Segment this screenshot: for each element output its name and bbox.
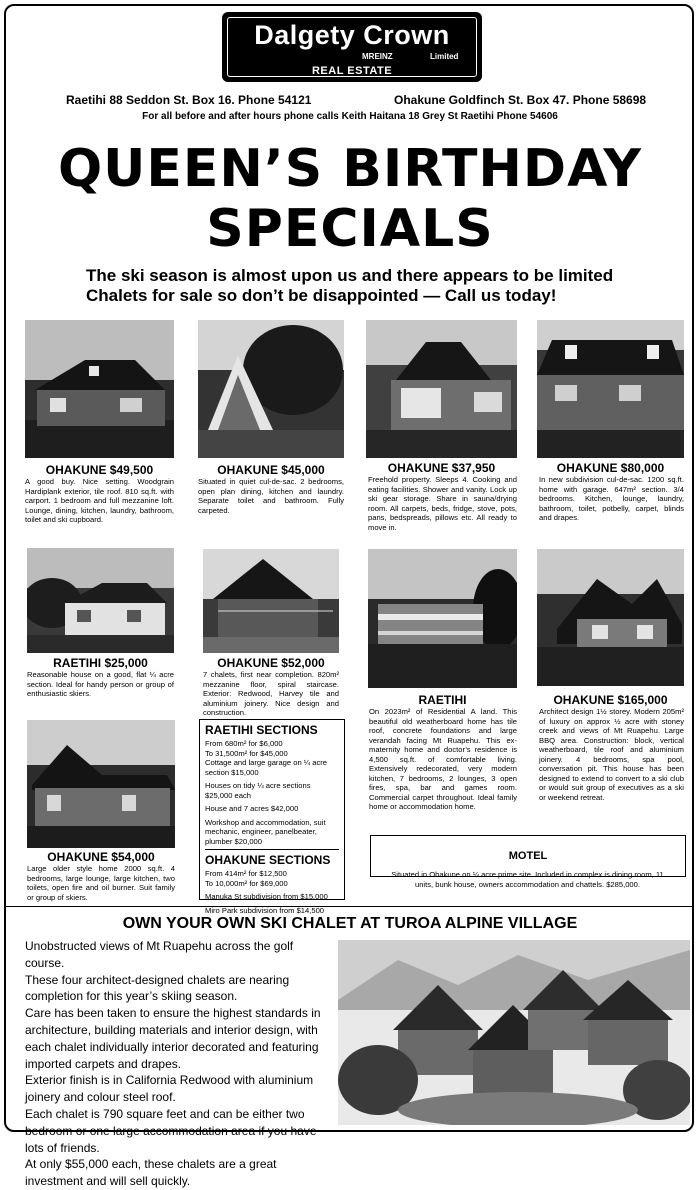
listing-title-6: OHAKUNE $52,000 [217, 656, 325, 670]
listing-photo-9 [27, 720, 175, 848]
raetihi-sections-line: Workshop and accommodation, suit mechanic, engineer, panelbeater, plumber $20,000 [205, 817, 326, 846]
sections-divider [205, 849, 339, 850]
listing-desc-8: Architect design 1½ storey. Modern 205m² of luxury on approx ½ acre with stoney creek and views of Mt Ruapehu. Large BBQ area. Construction: block, vertical weatherboard, tile roof and aluminium joinery. 4 bedrooms, spa pool, conversation pit. This house has been designed to extend to convert to a ski club or would suit group of executives as a ski or weekend retreat. [539, 707, 684, 802]
chalet-sketch-illustration [338, 940, 690, 1125]
headline-line-2: SPECIALS [206, 199, 494, 259]
listing-photo-3 [366, 320, 517, 458]
listing-photo-1 [25, 320, 174, 458]
turoa-title: OWN YOUR OWN SKI CHALET AT TUROA ALPINE VILLAGE [122, 915, 578, 932]
turoa-description [25, 938, 330, 1190]
listing-desc-7: On 2023m² of Residential A land. This beautiful old weatherboard home has tile roof, concrete foundations and large verandah facing Mt Ruapehu. This ex-maternity home and doctor’s residence is 4,500 sq.ft. of comfortable living. Extensively redecorated, very modern kitchen, 7 bedrooms, 2 lounges, 3 open fires, spa, bar and games room. Commercial carpet throughout. Ideal family home or accommodation home. [369, 707, 517, 811]
turoa-paragraph: Care has been taken to ensure the highest standards in architecture, building materials and interior design, with each chalet individually interior decorated and featuring imported carpets and drapes. [25, 1006, 321, 1071]
motel-description: Situated in Ohakune on ¼ acre prime site. Included in complex is dining room, 11 units, bunk house, owners accommodation and chattels. $285,000. [391, 870, 664, 889]
raetihi-sections-line: House and 7 acres $42,000 [205, 804, 299, 813]
listing-desc-3: Freehold property. Sleeps 4. Cooking and eating facilities. Shower and vanity. Lock up ski gear storage. Share in sauna/drying room. All carpets, beds, fridge, stove, pots, pans, bedspreads, pillows etc. All ready to move in. [368, 475, 517, 532]
listing-photo-7 [368, 549, 517, 688]
ohakune-sections-line: To 10,000m² for $69,000 [205, 878, 288, 888]
listing-desc-9: Large older style home 2000 sq.ft. 4 bedrooms, large lounge, large kitchen, two toilets, open fire and oil burner. Suit family or group of skiers. [27, 864, 175, 902]
turoa-paragraph: These four architect-designed chalets are nearing completion for this year’s skiing season. [25, 972, 290, 1004]
listing-photo-8 [537, 549, 684, 686]
listing-photo-5 [27, 548, 174, 653]
dalgety-crown-logo [222, 12, 482, 82]
listing-title-2: OHAKUNE $45,000 [217, 463, 325, 477]
logo-limited: Limited [430, 52, 459, 61]
turoa-paragraph: Each chalet is 790 square feet and can be either two bedroom or one large accommodation area if you have lots of friends. [25, 1106, 317, 1155]
after-hours-contact: For all before and after hours phone calls Keith Haitana 18 Grey St Raetihi Phone 54606 [142, 111, 558, 122]
intro-text: The ski season is almost upon us and there appears to be limited Chalets for sale so don’t be disappointed — Call us today! [86, 266, 614, 305]
raetihi-sections-line: Houses on tidy ¼ acre sections $25,000 each [205, 781, 311, 800]
listing-title-7: RAETIHI [418, 693, 467, 707]
headline-line-1: QUEEN’S BIRTHDAY [57, 139, 643, 199]
listing-title-3: OHAKUNE $37,950 [387, 461, 496, 475]
sections-box [199, 719, 345, 915]
listing-desc-4: In new subdivision cul-de-sac. 1200 sq.ft. home with garage. 647m² section. 3/4 bedrooms. Kitchen, lounge, laundry, bathroom, toilet, potbelly, carpet, blinds and drapes. [539, 475, 684, 522]
ohakune-office-address: Ohakune Goldfinch St. Box 47. Phone 58698 [394, 93, 647, 107]
listing-photo-6 [203, 549, 339, 653]
listing-desc-5: Reasonable house on a good, flat ¼ acre section. Ideal for handy person or group of enthusiastic skiers. [27, 670, 174, 698]
logo-tagline: REAL ESTATE [311, 65, 393, 77]
turoa-paragraph: Unobstructed views of Mt Ruapehu across the golf course. [25, 939, 294, 970]
logo-name: Dalgety Crown [254, 20, 450, 50]
logo-mreinz: MREINZ [362, 52, 393, 61]
listing-desc-1: A good buy. Nice setting. Woodgrain Hardiplank exterior, tile roof. 810 sq.ft. with carport. 1 bedroom and full mezzanine loft. Lounge, dining, kitchen, laundry, bathroom, toilet and ski cupboard. [25, 477, 174, 524]
raetihi-office-address: Raetihi 88 Seddon St. Box 16. Phone 54121 [66, 93, 312, 107]
raetihi-sections-line: Cottage and large garage on ¼ acre section $15,000 [205, 758, 328, 777]
ohakune-sections-line: Miro Park subdivision from $14,500 [205, 905, 325, 915]
raetihi-sections-line: To 31,500m² for $45,000 [205, 748, 288, 758]
listing-title-8: OHAKUNE $165,000 [553, 693, 668, 707]
ohakune-sections-title: OHAKUNE SECTIONS [205, 853, 331, 867]
listing-title-1: OHAKUNE $49,500 [45, 463, 154, 477]
ohakune-sections-line: From 414m² for $12,500 [205, 869, 287, 878]
turoa-paragraph: Exterior finish is in California Redwood with aluminium joinery and colour steel roof. [25, 1073, 314, 1105]
listing-photo-2 [198, 320, 344, 458]
listing-title-9: OHAKUNE $54,000 [47, 850, 155, 864]
listing-desc-6: 7 chalets, first near completion. 820m² mezzanine floor, spiral staircase. Exterior: Redwood, Harvey tile and aluminium joinery. Nice design and construction. [203, 670, 339, 717]
raetihi-sections-line: From 680m² for $6,000 [205, 739, 283, 748]
raetihi-sections-title: RAETIHI SECTIONS [205, 723, 318, 737]
section-divider [6, 906, 692, 907]
motel-title: MOTEL [508, 850, 548, 862]
listing-desc-2: Situated in quiet cul-de-sac. 2 bedrooms, open plan dining, kitchen and laundry. Separate toilet and bathroom. Fully carpeted. [198, 477, 344, 515]
listing-title-5: RAETIHI $25,000 [53, 656, 148, 670]
ohakune-sections-line: Manuka St subdivision from $15,000 [205, 892, 328, 901]
turoa-paragraph: At only $55,000 each, these chalets are a great investment and will sell quickly. [25, 1157, 277, 1189]
listing-photo-4 [537, 320, 684, 458]
listing-title-4: OHAKUNE $80,000 [556, 461, 665, 475]
